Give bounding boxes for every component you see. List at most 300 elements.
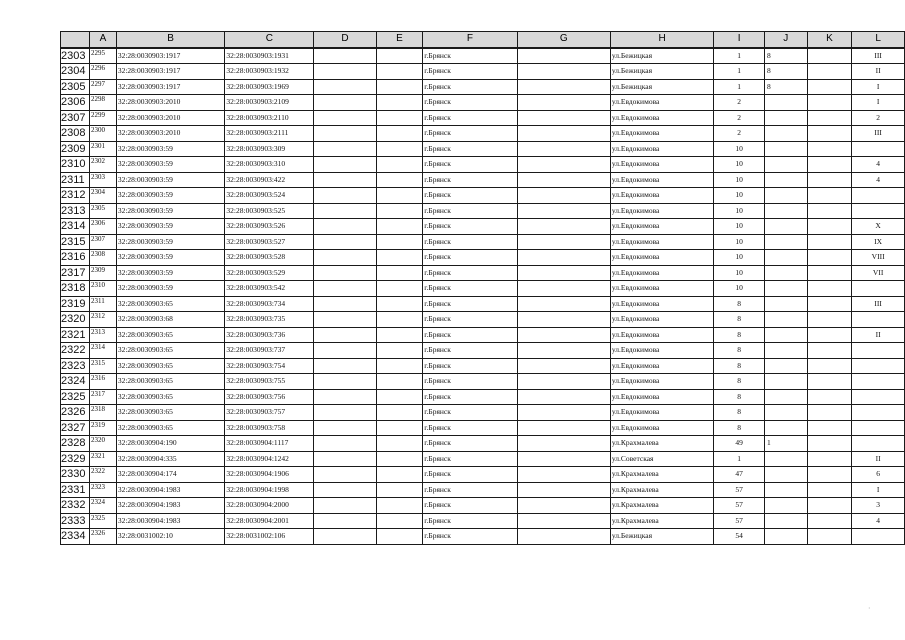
cell-g[interactable] <box>517 420 610 436</box>
cell-l[interactable] <box>852 281 905 297</box>
cell-i[interactable]: 1 <box>714 64 765 80</box>
cell-c[interactable]: 32:28:0030903:422 <box>225 172 314 188</box>
cell-c[interactable]: 32:28:0030903:734 <box>225 296 314 312</box>
cell-h[interactable]: ул.Евдокимова <box>610 265 713 281</box>
row-header[interactable]: 2323 <box>61 358 90 374</box>
cell-c[interactable]: 32:28:0030903:525 <box>225 203 314 219</box>
cell-e[interactable] <box>376 157 423 173</box>
cell-a[interactable]: 2322 <box>89 467 116 483</box>
cell-i[interactable]: 8 <box>714 312 765 328</box>
cell-j[interactable] <box>764 451 807 467</box>
cell-d[interactable] <box>314 188 376 204</box>
cell-i[interactable]: 57 <box>714 482 765 498</box>
cell-f[interactable]: г.Брянск <box>423 172 517 188</box>
cell-i[interactable]: 57 <box>714 513 765 529</box>
cell-e[interactable] <box>376 498 423 514</box>
cell-c[interactable]: 32:28:0030903:529 <box>225 265 314 281</box>
cell-f[interactable]: г.Брянск <box>423 420 517 436</box>
cell-d[interactable] <box>314 405 376 421</box>
cell-j[interactable] <box>764 358 807 374</box>
cell-g[interactable] <box>517 529 610 545</box>
cell-e[interactable] <box>376 79 423 95</box>
cell-l[interactable]: X <box>852 219 905 235</box>
cell-f[interactable]: г.Брянск <box>423 327 517 343</box>
cell-f[interactable]: г.Брянск <box>423 95 517 111</box>
cell-j[interactable]: 8 <box>764 48 807 64</box>
cell-h[interactable]: ул.Евдокимова <box>610 358 713 374</box>
cell-i[interactable]: 2 <box>714 126 765 142</box>
cell-c[interactable]: 32:28:0030903:756 <box>225 389 314 405</box>
row-header[interactable]: 2326 <box>61 405 90 421</box>
cell-l[interactable]: 2 <box>852 110 905 126</box>
cell-e[interactable] <box>376 95 423 111</box>
cell-b[interactable]: 32:28:0030903:59 <box>116 157 225 173</box>
cell-a[interactable]: 2297 <box>89 79 116 95</box>
cell-a[interactable]: 2307 <box>89 234 116 250</box>
row-header[interactable]: 2307 <box>61 110 90 126</box>
cell-g[interactable] <box>517 498 610 514</box>
cell-g[interactable] <box>517 172 610 188</box>
cell-f[interactable]: г.Брянск <box>423 64 517 80</box>
cell-a[interactable]: 2305 <box>89 203 116 219</box>
cell-j[interactable] <box>764 374 807 390</box>
cell-h[interactable]: ул.Евдокимова <box>610 219 713 235</box>
cell-h[interactable]: ул.Евдокимова <box>610 172 713 188</box>
cell-c[interactable]: 32:28:0030903:1931 <box>225 48 314 64</box>
cell-b[interactable]: 32:28:0030903:65 <box>116 358 225 374</box>
cell-b[interactable]: 32:28:0031002:10 <box>116 529 225 545</box>
cell-d[interactable] <box>314 451 376 467</box>
column-header-j[interactable]: J <box>764 32 807 48</box>
cell-d[interactable] <box>314 172 376 188</box>
cell-i[interactable]: 10 <box>714 203 765 219</box>
cell-g[interactable] <box>517 250 610 266</box>
cell-j[interactable] <box>764 482 807 498</box>
cell-i[interactable]: 10 <box>714 265 765 281</box>
cell-j[interactable] <box>764 343 807 359</box>
cell-i[interactable]: 8 <box>714 420 765 436</box>
cell-i[interactable]: 10 <box>714 281 765 297</box>
cell-e[interactable] <box>376 529 423 545</box>
cell-k[interactable] <box>807 467 852 483</box>
cell-i[interactable]: 10 <box>714 188 765 204</box>
cell-k[interactable] <box>807 498 852 514</box>
cell-d[interactable] <box>314 420 376 436</box>
cell-f[interactable]: г.Брянск <box>423 281 517 297</box>
cell-g[interactable] <box>517 48 610 64</box>
row-header[interactable]: 2318 <box>61 281 90 297</box>
cell-l[interactable] <box>852 188 905 204</box>
cell-e[interactable] <box>376 327 423 343</box>
cell-j[interactable] <box>764 513 807 529</box>
cell-f[interactable]: г.Брянск <box>423 358 517 374</box>
cell-f[interactable]: г.Брянск <box>423 219 517 235</box>
cell-l[interactable]: III <box>852 296 905 312</box>
cell-d[interactable] <box>314 296 376 312</box>
cell-f[interactable]: г.Брянск <box>423 482 517 498</box>
cell-g[interactable] <box>517 436 610 452</box>
cell-k[interactable] <box>807 312 852 328</box>
cell-a[interactable]: 2304 <box>89 188 116 204</box>
cell-i[interactable]: 8 <box>714 405 765 421</box>
cell-a[interactable]: 2300 <box>89 126 116 142</box>
cell-a[interactable]: 2310 <box>89 281 116 297</box>
cell-f[interactable]: г.Брянск <box>423 203 517 219</box>
cell-e[interactable] <box>376 451 423 467</box>
cell-j[interactable] <box>764 126 807 142</box>
cell-e[interactable] <box>376 234 423 250</box>
cell-f[interactable]: г.Брянск <box>423 157 517 173</box>
cell-j[interactable] <box>764 265 807 281</box>
cell-e[interactable] <box>376 281 423 297</box>
cell-e[interactable] <box>376 64 423 80</box>
cell-a[interactable]: 2319 <box>89 420 116 436</box>
cell-b[interactable]: 32:28:0030903:65 <box>116 343 225 359</box>
cell-g[interactable] <box>517 296 610 312</box>
cell-h[interactable]: ул.Евдокимова <box>610 234 713 250</box>
cell-k[interactable] <box>807 126 852 142</box>
cell-j[interactable] <box>764 234 807 250</box>
cell-c[interactable]: 32:28:0030903:755 <box>225 374 314 390</box>
cell-h[interactable]: ул.Евдокимова <box>610 343 713 359</box>
cell-d[interactable] <box>314 219 376 235</box>
cell-h[interactable]: ул.Крахмалева <box>610 482 713 498</box>
cell-d[interactable] <box>314 234 376 250</box>
cell-c[interactable]: 32:28:0030904:1998 <box>225 482 314 498</box>
cell-g[interactable] <box>517 513 610 529</box>
cell-k[interactable] <box>807 265 852 281</box>
cell-c[interactable]: 32:28:0031002:106 <box>225 529 314 545</box>
cell-e[interactable] <box>376 343 423 359</box>
cell-g[interactable] <box>517 141 610 157</box>
row-header[interactable]: 2332 <box>61 498 90 514</box>
cell-a[interactable]: 2301 <box>89 141 116 157</box>
cell-b[interactable]: 32:28:0030903:65 <box>116 420 225 436</box>
cell-k[interactable] <box>807 141 852 157</box>
cell-l[interactable] <box>852 312 905 328</box>
cell-e[interactable] <box>376 126 423 142</box>
row-header[interactable]: 2306 <box>61 95 90 111</box>
cell-j[interactable] <box>764 389 807 405</box>
cell-f[interactable]: г.Брянск <box>423 79 517 95</box>
row-header[interactable]: 2312 <box>61 188 90 204</box>
cell-d[interactable] <box>314 358 376 374</box>
row-header[interactable]: 2334 <box>61 529 90 545</box>
cell-k[interactable] <box>807 374 852 390</box>
cell-k[interactable] <box>807 172 852 188</box>
cell-f[interactable]: г.Брянск <box>423 498 517 514</box>
cell-g[interactable] <box>517 358 610 374</box>
cell-h[interactable]: ул.Бежицкая <box>610 529 713 545</box>
cell-h[interactable]: ул.Евдокимова <box>610 296 713 312</box>
row-header[interactable]: 2305 <box>61 79 90 95</box>
cell-i[interactable]: 47 <box>714 467 765 483</box>
cell-j[interactable] <box>764 141 807 157</box>
cell-h[interactable]: ул.Евдокимова <box>610 157 713 173</box>
cell-g[interactable] <box>517 64 610 80</box>
cell-i[interactable]: 10 <box>714 172 765 188</box>
cell-l[interactable]: 6 <box>852 467 905 483</box>
cell-e[interactable] <box>376 420 423 436</box>
cell-h[interactable]: ул.Бежицкая <box>610 48 713 64</box>
cell-g[interactable] <box>517 482 610 498</box>
cell-b[interactable]: 32:28:0030903:59 <box>116 141 225 157</box>
cell-d[interactable] <box>314 79 376 95</box>
cell-c[interactable]: 32:28:0030904:1906 <box>225 467 314 483</box>
cell-b[interactable]: 32:28:0030903:59 <box>116 250 225 266</box>
cell-a[interactable]: 2311 <box>89 296 116 312</box>
cell-i[interactable]: 8 <box>714 296 765 312</box>
cell-h[interactable]: ул.Крахмалева <box>610 498 713 514</box>
cell-e[interactable] <box>376 265 423 281</box>
cell-a[interactable]: 2295 <box>89 48 116 64</box>
cell-a[interactable]: 2299 <box>89 110 116 126</box>
cell-a[interactable]: 2324 <box>89 498 116 514</box>
column-header-h[interactable]: H <box>610 32 713 48</box>
cell-k[interactable] <box>807 343 852 359</box>
cell-j[interactable] <box>764 312 807 328</box>
cell-b[interactable]: 32:28:0030904:1983 <box>116 482 225 498</box>
cell-l[interactable]: II <box>852 451 905 467</box>
cell-a[interactable]: 2309 <box>89 265 116 281</box>
cell-d[interactable] <box>314 327 376 343</box>
row-header[interactable]: 2319 <box>61 296 90 312</box>
cell-d[interactable] <box>314 64 376 80</box>
cell-b[interactable]: 32:28:0030903:59 <box>116 219 225 235</box>
cell-j[interactable] <box>764 405 807 421</box>
cell-i[interactable]: 2 <box>714 95 765 111</box>
cell-b[interactable]: 32:28:0030903:59 <box>116 203 225 219</box>
cell-k[interactable] <box>807 110 852 126</box>
cell-g[interactable] <box>517 126 610 142</box>
cell-a[interactable]: 2308 <box>89 250 116 266</box>
cell-g[interactable] <box>517 203 610 219</box>
cell-l[interactable]: VII <box>852 265 905 281</box>
cell-c[interactable]: 32:28:0030904:2001 <box>225 513 314 529</box>
cell-g[interactable] <box>517 234 610 250</box>
cell-e[interactable] <box>376 296 423 312</box>
cell-j[interactable] <box>764 281 807 297</box>
cell-j[interactable]: 8 <box>764 79 807 95</box>
cell-a[interactable]: 2323 <box>89 482 116 498</box>
cell-f[interactable]: г.Брянск <box>423 467 517 483</box>
cell-h[interactable]: ул.Евдокимова <box>610 420 713 436</box>
cell-f[interactable]: г.Брянск <box>423 234 517 250</box>
row-header[interactable]: 2320 <box>61 312 90 328</box>
cell-c[interactable]: 32:28:0030903:1932 <box>225 64 314 80</box>
cell-a[interactable]: 2314 <box>89 343 116 359</box>
cell-i[interactable]: 10 <box>714 250 765 266</box>
cell-e[interactable] <box>376 203 423 219</box>
cell-b[interactable]: 32:28:0030903:59 <box>116 281 225 297</box>
cell-c[interactable]: 32:28:0030903:757 <box>225 405 314 421</box>
cell-c[interactable]: 32:28:0030903:735 <box>225 312 314 328</box>
cell-e[interactable] <box>376 312 423 328</box>
cell-l[interactable] <box>852 374 905 390</box>
cell-c[interactable]: 32:28:0030903:2109 <box>225 95 314 111</box>
cell-k[interactable] <box>807 281 852 297</box>
cell-j[interactable]: 1 <box>764 436 807 452</box>
row-header[interactable]: 2311 <box>61 172 90 188</box>
cell-f[interactable]: г.Брянск <box>423 265 517 281</box>
cell-b[interactable]: 32:28:0030903:65 <box>116 405 225 421</box>
cell-c[interactable]: 32:28:0030903:2111 <box>225 126 314 142</box>
cell-i[interactable]: 10 <box>714 234 765 250</box>
cell-l[interactable]: 4 <box>852 157 905 173</box>
cell-j[interactable] <box>764 188 807 204</box>
cell-c[interactable]: 32:28:0030904:2000 <box>225 498 314 514</box>
cell-k[interactable] <box>807 436 852 452</box>
cell-h[interactable]: ул.Евдокимова <box>610 141 713 157</box>
cell-b[interactable]: 32:28:0030903:1917 <box>116 64 225 80</box>
cell-l[interactable]: 3 <box>852 498 905 514</box>
cell-l[interactable]: 4 <box>852 513 905 529</box>
cell-c[interactable]: 32:28:0030904:1117 <box>225 436 314 452</box>
cell-i[interactable]: 2 <box>714 110 765 126</box>
column-header-l[interactable]: L <box>852 32 905 48</box>
cell-f[interactable]: г.Брянск <box>423 110 517 126</box>
cell-e[interactable] <box>376 482 423 498</box>
cell-e[interactable] <box>376 250 423 266</box>
cell-b[interactable]: 32:28:0030903:65 <box>116 374 225 390</box>
cell-d[interactable] <box>314 48 376 64</box>
cell-b[interactable]: 32:28:0030903:2010 <box>116 126 225 142</box>
cell-e[interactable] <box>376 141 423 157</box>
cell-g[interactable] <box>517 110 610 126</box>
row-header[interactable]: 2317 <box>61 265 90 281</box>
cell-c[interactable]: 32:28:0030903:310 <box>225 157 314 173</box>
row-header[interactable]: 2325 <box>61 389 90 405</box>
column-header-k[interactable]: K <box>807 32 852 48</box>
cell-c[interactable]: 32:28:0030903:1969 <box>225 79 314 95</box>
cell-g[interactable] <box>517 374 610 390</box>
cell-h[interactable]: ул.Евдокимова <box>610 389 713 405</box>
cell-j[interactable] <box>764 203 807 219</box>
cell-a[interactable]: 2320 <box>89 436 116 452</box>
cell-b[interactable]: 32:28:0030903:59 <box>116 265 225 281</box>
cell-g[interactable] <box>517 157 610 173</box>
cell-a[interactable]: 2321 <box>89 451 116 467</box>
cell-e[interactable] <box>376 172 423 188</box>
cell-k[interactable] <box>807 389 852 405</box>
cell-i[interactable]: 8 <box>714 327 765 343</box>
cell-a[interactable]: 2318 <box>89 405 116 421</box>
cell-l[interactable]: VIII <box>852 250 905 266</box>
cell-l[interactable] <box>852 358 905 374</box>
cell-k[interactable] <box>807 64 852 80</box>
cell-f[interactable]: г.Брянск <box>423 141 517 157</box>
row-header[interactable]: 2315 <box>61 234 90 250</box>
cell-a[interactable]: 2326 <box>89 529 116 545</box>
cell-a[interactable]: 2298 <box>89 95 116 111</box>
cell-k[interactable] <box>807 296 852 312</box>
cell-e[interactable] <box>376 48 423 64</box>
cell-k[interactable] <box>807 250 852 266</box>
cell-b[interactable]: 32:28:0030903:59 <box>116 188 225 204</box>
row-header[interactable]: 2330 <box>61 467 90 483</box>
cell-b[interactable]: 32:28:0030903:2010 <box>116 110 225 126</box>
cell-c[interactable]: 32:28:0030903:754 <box>225 358 314 374</box>
cell-j[interactable] <box>764 95 807 111</box>
cell-a[interactable]: 2315 <box>89 358 116 374</box>
cell-d[interactable] <box>314 513 376 529</box>
cell-d[interactable] <box>314 467 376 483</box>
cell-k[interactable] <box>807 529 852 545</box>
cell-k[interactable] <box>807 405 852 421</box>
cell-b[interactable]: 32:28:0030903:68 <box>116 312 225 328</box>
cell-l[interactable]: IX <box>852 234 905 250</box>
cell-a[interactable]: 2306 <box>89 219 116 235</box>
cell-f[interactable]: г.Брянск <box>423 513 517 529</box>
cell-b[interactable]: 32:28:0030903:1917 <box>116 79 225 95</box>
cell-i[interactable]: 8 <box>714 343 765 359</box>
cell-i[interactable]: 8 <box>714 389 765 405</box>
cell-j[interactable] <box>764 157 807 173</box>
cell-e[interactable] <box>376 374 423 390</box>
cell-g[interactable] <box>517 405 610 421</box>
cell-a[interactable]: 2302 <box>89 157 116 173</box>
cell-b[interactable]: 32:28:0030903:65 <box>116 327 225 343</box>
row-header[interactable]: 2313 <box>61 203 90 219</box>
cell-e[interactable] <box>376 188 423 204</box>
cell-g[interactable] <box>517 95 610 111</box>
cell-i[interactable]: 10 <box>714 157 765 173</box>
cell-l[interactable]: I <box>852 95 905 111</box>
row-header[interactable]: 2309 <box>61 141 90 157</box>
column-header-d[interactable]: D <box>314 32 376 48</box>
cell-h[interactable]: ул.Евдокимова <box>610 250 713 266</box>
cell-g[interactable] <box>517 188 610 204</box>
cell-i[interactable]: 1 <box>714 79 765 95</box>
cell-f[interactable]: г.Брянск <box>423 312 517 328</box>
cell-b[interactable]: 32:28:0030904:1983 <box>116 513 225 529</box>
row-header[interactable]: 2310 <box>61 157 90 173</box>
cell-a[interactable]: 2296 <box>89 64 116 80</box>
cell-h[interactable]: ул.Евдокимова <box>610 374 713 390</box>
cell-h[interactable]: ул.Евдокимова <box>610 203 713 219</box>
cell-j[interactable]: 8 <box>764 64 807 80</box>
cell-f[interactable]: г.Брянск <box>423 451 517 467</box>
cell-j[interactable] <box>764 250 807 266</box>
cell-f[interactable]: г.Брянск <box>423 374 517 390</box>
cell-l[interactable]: 4 <box>852 172 905 188</box>
cell-e[interactable] <box>376 110 423 126</box>
cell-d[interactable] <box>314 498 376 514</box>
cell-h[interactable]: ул.Бежицкая <box>610 64 713 80</box>
cell-d[interactable] <box>314 203 376 219</box>
cell-h[interactable]: ул.Евдокимова <box>610 126 713 142</box>
cell-l[interactable] <box>852 203 905 219</box>
cell-e[interactable] <box>376 405 423 421</box>
cell-l[interactable] <box>852 141 905 157</box>
cell-l[interactable]: I <box>852 482 905 498</box>
cell-g[interactable] <box>517 343 610 359</box>
cell-d[interactable] <box>314 482 376 498</box>
cell-a[interactable]: 2313 <box>89 327 116 343</box>
cell-d[interactable] <box>314 110 376 126</box>
cell-g[interactable] <box>517 312 610 328</box>
cell-g[interactable] <box>517 389 610 405</box>
cell-l[interactable] <box>852 389 905 405</box>
row-header[interactable]: 2316 <box>61 250 90 266</box>
cell-a[interactable]: 2317 <box>89 389 116 405</box>
cell-f[interactable]: г.Брянск <box>423 188 517 204</box>
cell-d[interactable] <box>314 157 376 173</box>
cell-b[interactable]: 32:28:0030903:1917 <box>116 48 225 64</box>
cell-h[interactable]: ул.Крахмалева <box>610 436 713 452</box>
cell-h[interactable]: ул.Евдокимова <box>610 110 713 126</box>
cell-g[interactable] <box>517 281 610 297</box>
